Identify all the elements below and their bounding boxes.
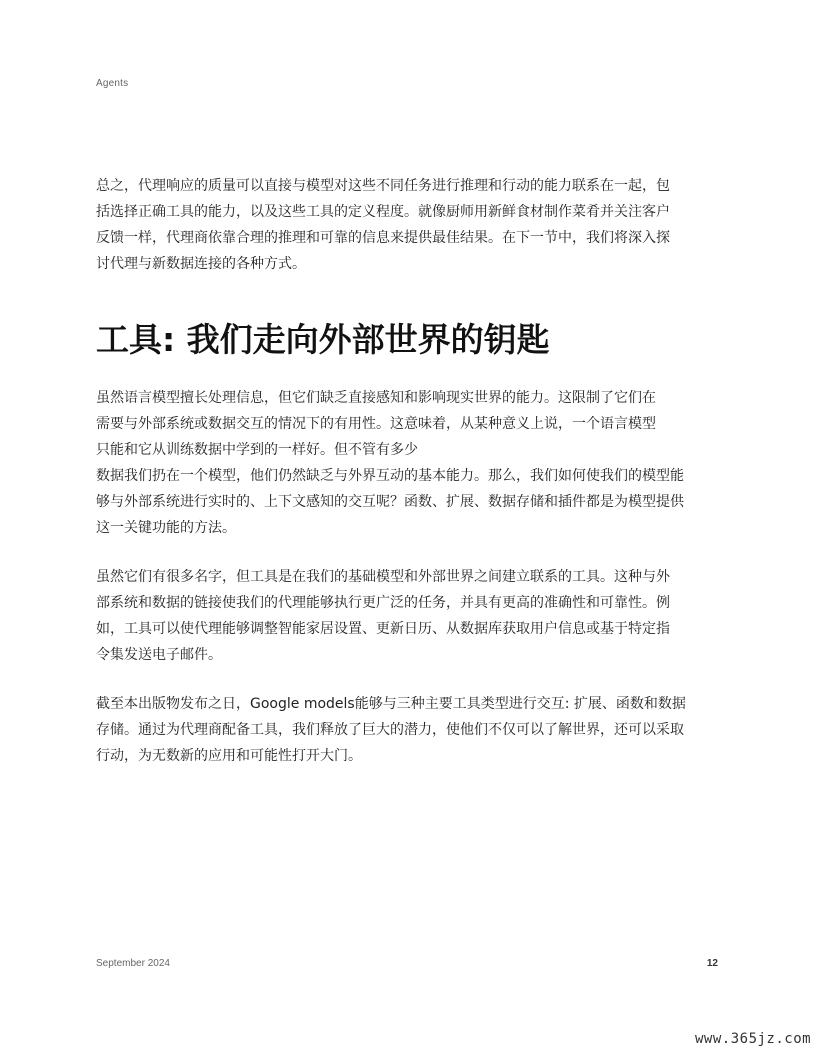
paragraph-line: 截至本出版物发布之日，Google models能够与三种主要工具类型进行交互: 扩展、函数和数据 [96,696,686,712]
paragraph-line: 总之，代理响应的质量可以直接与模型对这些不同任务进行推理和行动的能力联系在一起，包 [96,178,670,194]
paragraph-line: 部系统和数据的链接使我们的代理能够执行更广泛的任务，并具有更高的准确性和可靠性。例 [96,595,670,611]
section-heading: 工具: 我们走向外部世界的钥匙 [96,320,550,359]
paragraph-line: 如，工具可以使代理能够调整智能家居设置、更新日历、从数据库获取用户信息或基于特定指 [96,621,670,637]
paragraph-line: 存储。通过为代理商配备工具，我们释放了巨大的潜力，使他们不仅可以了解世界，还可以采取 [96,722,684,738]
paragraph-line: 够与外部系统进行实时的、上下文感知的交互呢？函数、扩展、数据存储和插件都是为模型提供 [96,494,684,510]
paragraph-line: 反馈一样，代理商依靠合理的推理和可靠的信息来提供最佳结果。在下一节中，我们将深入探 [96,230,670,246]
paragraph-line: 只能和它从训练数据中学到的一样好。但不管有多少 [96,442,418,458]
watermark: www.365jz.com [695,1031,812,1047]
footer-date: September 2024 [96,958,170,969]
paragraph-line: 虽然它们有很多名字，但工具是在我们的基础模型和外部世界之间建立联系的工具。这种与外 [96,569,670,585]
paragraph-line: 数据我们扔在一个模型，他们仍然缺乏与外界互动的基本能力。那么，我们如何使我们的模型能 [96,468,684,484]
paragraph-line: 括选择正确工具的能力，以及这些工具的定义程度。就像厨师用新鲜食材制作菜肴并关注客户 [96,204,670,220]
paragraph-line: 这一关键功能的方法。 [96,520,236,536]
paragraph-line: 令集发送电子邮件。 [96,647,222,663]
page-number: 12 [706,958,718,969]
paragraph-line: 需要与外部系统或数据交互的情况下的有用性。这意味着，从某种意义上说，一个语言模型 [96,416,656,432]
running-header: Agents [96,78,129,89]
paragraph-line: 讨代理与新数据连接的各种方式。 [96,256,306,272]
paragraph-line: 虽然语言模型擅长处理信息，但它们缺乏直接感知和影响现实世界的能力。这限制了它们在 [96,390,656,406]
paragraph-line: 行动，为无数新的应用和可能性打开大门。 [96,748,362,764]
